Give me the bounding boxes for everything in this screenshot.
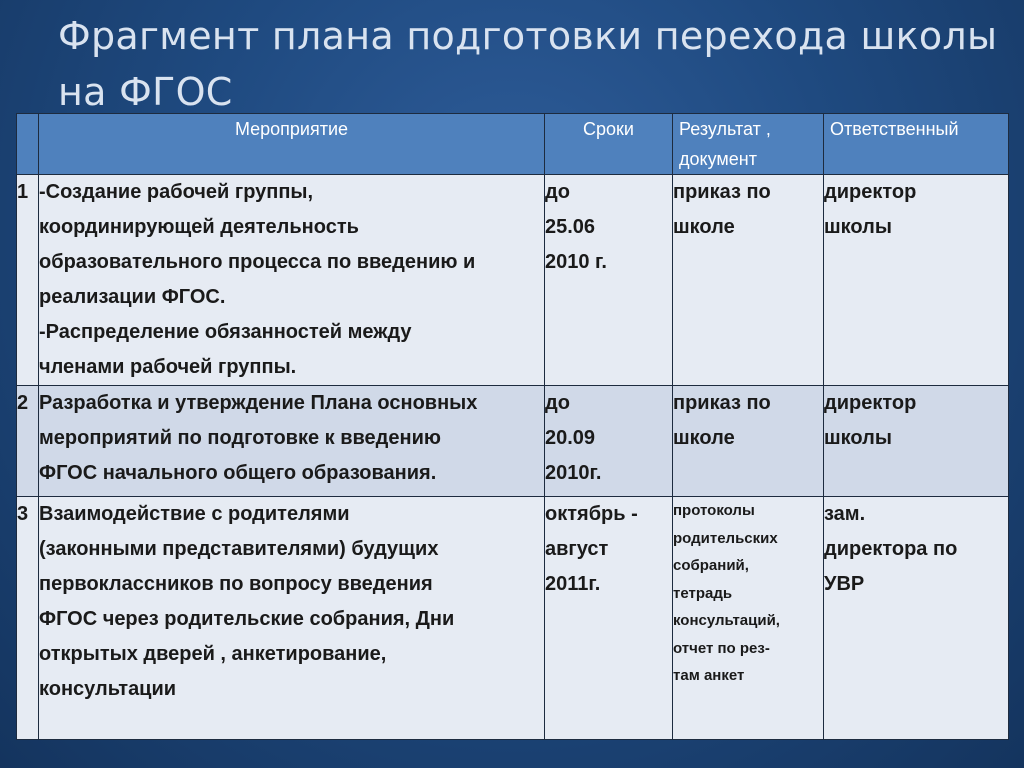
responsible-line: директор xyxy=(824,392,917,414)
deadline-line: 25.06 xyxy=(545,216,596,238)
header-num xyxy=(17,114,39,175)
deadline-cell xyxy=(545,386,673,497)
header-result xyxy=(673,114,824,175)
row-number: 3 xyxy=(17,497,39,740)
responsible-cell xyxy=(824,497,1009,740)
event-cell xyxy=(39,497,545,740)
deadline-line: август xyxy=(545,538,609,560)
responsible-line: школы xyxy=(824,427,892,449)
result-line: собраний, xyxy=(673,557,749,574)
deadline-line: октябрь - xyxy=(545,503,638,525)
event-line: ФГОС начального общего образования. xyxy=(39,462,437,484)
result-line: тетрадь xyxy=(673,584,733,602)
deadline-line: 2010 г. xyxy=(545,251,607,273)
result-line: школе xyxy=(673,216,735,238)
result-cell xyxy=(673,175,824,386)
responsible-cell xyxy=(824,386,1009,497)
event-line: первоклассников по вопросу введения xyxy=(39,573,433,595)
responsible-line: директор xyxy=(824,181,917,203)
event-line: -Распределение обязанностей между xyxy=(39,321,412,343)
event-line: (законными представителями) будущих xyxy=(39,538,439,560)
responsible-cell xyxy=(824,175,1009,386)
result-cell xyxy=(673,497,824,740)
table-row xyxy=(17,386,1009,497)
header-result-line: документ xyxy=(679,149,757,169)
deadline-cell xyxy=(545,175,673,386)
event-line: Разработка и утверждение Плана основных xyxy=(39,392,478,414)
result-line: приказ по xyxy=(673,181,771,203)
event-line: консультации xyxy=(39,678,177,700)
event-line: Взаимодействие с родителями xyxy=(39,503,350,525)
header-deadline: Сроки xyxy=(545,114,673,175)
deadline-cell xyxy=(545,497,673,740)
event-line: открытых дверей , анкетирование, xyxy=(39,643,387,665)
row-number: 1 xyxy=(17,175,39,386)
table-row xyxy=(17,497,1009,740)
deadline-line: до xyxy=(545,181,570,203)
header-event: Мероприятие xyxy=(39,114,545,175)
event-line: реализации ФГОС. xyxy=(39,286,226,308)
event-line: членами рабочей группы. xyxy=(39,356,297,378)
result-line: консультаций, xyxy=(673,612,780,629)
header-responsible xyxy=(824,114,1009,175)
result-line: там анкет xyxy=(673,667,745,684)
result-line: родительских xyxy=(673,529,778,547)
row-number: 2 xyxy=(17,386,39,497)
result-line: отчет по рез- xyxy=(673,639,770,657)
result-line: протоколы xyxy=(673,502,755,519)
table-header-row xyxy=(17,114,1009,175)
event-line: ФГОС через родительские собрания, Дни xyxy=(39,608,455,630)
plan-table xyxy=(16,113,1009,740)
header-responsible-label: Ответственный xyxy=(830,119,959,139)
responsible-line: директора по xyxy=(824,538,958,560)
event-line: -Создание рабочей группы, xyxy=(39,181,314,203)
event-line: координирующей деятельность xyxy=(39,216,359,238)
responsible-line: УВР xyxy=(824,573,865,595)
event-line: мероприятий по подготовке к введению xyxy=(39,427,441,449)
slide-title: Фрагмент плана подготовки перехода школы на ФГОС xyxy=(58,14,998,114)
responsible-line: зам. xyxy=(824,503,866,525)
responsible-line: школы xyxy=(824,216,892,238)
deadline-line: 2011г. xyxy=(545,573,601,595)
event-cell xyxy=(39,175,545,386)
deadline-line: 2010г. xyxy=(545,462,602,484)
deadline-line: 20.09 xyxy=(545,427,596,449)
event-line: образовательного процесса по введению и xyxy=(39,251,476,273)
deadline-line: до xyxy=(545,392,570,414)
event-cell xyxy=(39,386,545,497)
table-row xyxy=(17,175,1009,386)
result-line: школе xyxy=(673,427,735,449)
result-cell xyxy=(673,386,824,497)
header-result-line: Результат , xyxy=(679,119,771,139)
result-line: приказ по xyxy=(673,392,771,414)
